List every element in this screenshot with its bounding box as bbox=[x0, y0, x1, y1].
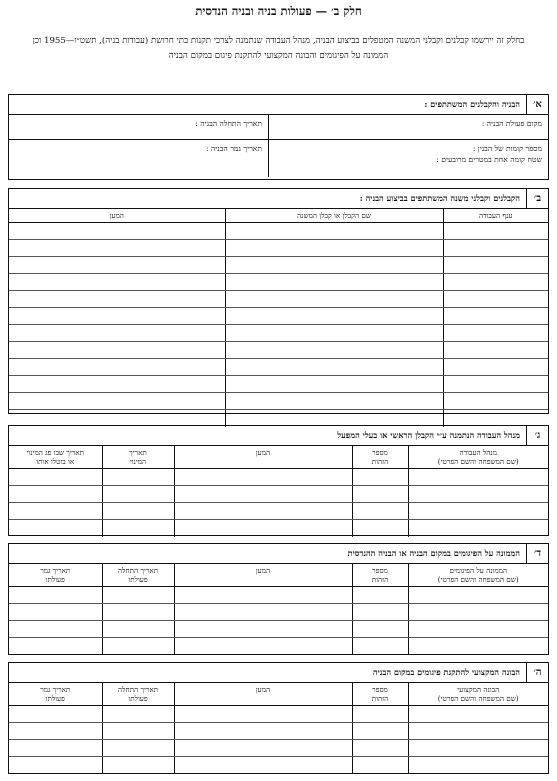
table-cell[interactable] bbox=[408, 520, 548, 537]
work-manager-table bbox=[9, 446, 548, 537]
table-row bbox=[9, 274, 548, 291]
table-cell[interactable] bbox=[102, 638, 174, 655]
page-title: חלק ב׳ — פעולות בניה ובניה הנדסית bbox=[195, 4, 362, 18]
table-cell[interactable] bbox=[9, 604, 102, 621]
table-cell[interactable] bbox=[174, 604, 352, 621]
table-cell[interactable] bbox=[174, 486, 352, 503]
table-cell[interactable] bbox=[102, 723, 174, 740]
table-cell[interactable] bbox=[9, 308, 225, 325]
table-cell[interactable] bbox=[9, 587, 102, 604]
table-cell[interactable] bbox=[225, 291, 443, 308]
table-cell[interactable] bbox=[9, 469, 102, 486]
section-a bbox=[8, 94, 549, 180]
section-d-header bbox=[9, 544, 548, 564]
table-row bbox=[9, 257, 548, 274]
table-cell[interactable] bbox=[225, 223, 443, 240]
table-cell[interactable] bbox=[225, 308, 443, 325]
table-cell[interactable] bbox=[174, 740, 352, 757]
column-header: הממונה על הפיגומים (שם המשפחה והשם הפרטי) bbox=[408, 564, 548, 587]
table-cell[interactable] bbox=[9, 342, 225, 359]
column-header: תאריך התחלה פעולתו bbox=[102, 564, 174, 587]
column-header: תאריך המינוי bbox=[102, 446, 174, 469]
table-row bbox=[9, 621, 548, 638]
section-d-title: הממונה על הפיגומים במקום הבניה או הבניה ההנדסית bbox=[347, 548, 520, 558]
table-cell[interactable] bbox=[225, 325, 443, 342]
intro-paragraph: בחלק זה יירשמו קבלנים וקבלני המשנה המטפלים בביצוע הבניה, מנהל העבודה שנתמנה לצרכי תקנות בתי חרושת (עבודות בניה), תשט״ו—1955 וכן הממונה על הפיגומים והבונה המקצועי להתקנת פיגום במקום הבניה bbox=[32, 36, 525, 61]
table-cell[interactable] bbox=[9, 257, 225, 274]
table-cell[interactable] bbox=[225, 410, 443, 427]
table-cell[interactable] bbox=[9, 291, 225, 308]
section-e bbox=[8, 662, 549, 774]
column-header: המען bbox=[174, 564, 352, 587]
table-row bbox=[9, 469, 548, 486]
section-c bbox=[8, 425, 549, 536]
table-row bbox=[9, 503, 548, 520]
table-cell[interactable] bbox=[408, 486, 548, 503]
table-cell[interactable] bbox=[408, 757, 548, 774]
column-header: מספר הזהות bbox=[352, 564, 408, 587]
section-a-letter: א׳ bbox=[526, 95, 548, 114]
section-b bbox=[8, 188, 549, 414]
table-cell[interactable] bbox=[352, 638, 408, 655]
table-cell[interactable] bbox=[352, 723, 408, 740]
table-cell[interactable] bbox=[102, 587, 174, 604]
table-cell[interactable] bbox=[9, 376, 225, 393]
table-cell[interactable] bbox=[102, 503, 174, 520]
column-header: הבונה המקצועי (שם המשפחה והשם הפרטי) bbox=[408, 683, 548, 706]
section-d-letter: ד׳ bbox=[526, 544, 548, 563]
table-row bbox=[9, 706, 548, 723]
table-cell[interactable] bbox=[443, 376, 548, 393]
table-cell[interactable] bbox=[9, 393, 225, 410]
table-cell[interactable] bbox=[174, 469, 352, 486]
scaffolding-supervisor-table bbox=[9, 564, 548, 655]
column-header: המען bbox=[174, 446, 352, 469]
table-row bbox=[9, 240, 548, 257]
table-cell[interactable] bbox=[174, 723, 352, 740]
table-row bbox=[9, 359, 548, 376]
table-cell[interactable] bbox=[352, 706, 408, 723]
table-row bbox=[9, 740, 548, 757]
table-row bbox=[9, 723, 548, 740]
column-header: תאריך גמר פעולתו bbox=[9, 683, 102, 706]
table-cell[interactable] bbox=[102, 740, 174, 757]
table-cell[interactable] bbox=[225, 257, 443, 274]
table-cell[interactable] bbox=[9, 503, 102, 520]
column-header: תאריך גמר פעולתו bbox=[9, 564, 102, 587]
table-cell[interactable] bbox=[102, 604, 174, 621]
column-header: מספר הזהות bbox=[352, 683, 408, 706]
column-header: ענף העבודה bbox=[443, 209, 548, 223]
table-cell[interactable] bbox=[9, 520, 102, 537]
table-cell[interactable] bbox=[352, 604, 408, 621]
section-e-letter: ה׳ bbox=[526, 663, 548, 682]
table-row bbox=[9, 410, 548, 427]
table-row bbox=[9, 638, 548, 655]
table-cell[interactable] bbox=[352, 757, 408, 774]
table-cell[interactable] bbox=[9, 740, 102, 757]
table-cell[interactable] bbox=[102, 621, 174, 638]
section-d bbox=[8, 543, 549, 655]
section-a-row bbox=[9, 115, 548, 140]
table-cell[interactable] bbox=[9, 638, 102, 655]
table-cell[interactable] bbox=[174, 638, 352, 655]
column-header: המען bbox=[9, 209, 225, 223]
table-cell[interactable] bbox=[225, 342, 443, 359]
section-b-letter: ב׳ bbox=[526, 189, 548, 208]
table-cell[interactable] bbox=[174, 757, 352, 774]
table-cell[interactable] bbox=[443, 240, 548, 257]
column-header: תאריך התחלה פעולתו bbox=[102, 683, 174, 706]
table-cell[interactable] bbox=[352, 587, 408, 604]
column-header: שם הקבלן או קבלן המשנה bbox=[225, 209, 443, 223]
table-row bbox=[9, 757, 548, 774]
table-cell[interactable] bbox=[352, 486, 408, 503]
table-cell[interactable] bbox=[9, 706, 102, 723]
table-cell[interactable] bbox=[443, 274, 548, 291]
table-row bbox=[9, 520, 548, 537]
table-cell[interactable] bbox=[408, 723, 548, 740]
table-cell[interactable] bbox=[443, 257, 548, 274]
table-cell[interactable] bbox=[443, 342, 548, 359]
table-cell[interactable] bbox=[408, 503, 548, 520]
construction-location-field[interactable]: מקום פעולת הבניה : bbox=[268, 115, 548, 139]
table-cell[interactable] bbox=[352, 740, 408, 757]
table-cell[interactable] bbox=[443, 393, 548, 410]
column-header: המען bbox=[174, 683, 352, 706]
table-cell[interactable] bbox=[174, 706, 352, 723]
table-cell[interactable] bbox=[174, 520, 352, 537]
table-cell[interactable] bbox=[102, 486, 174, 503]
table-row bbox=[9, 587, 548, 604]
table-cell[interactable] bbox=[443, 359, 548, 376]
table-cell[interactable] bbox=[9, 621, 102, 638]
table-cell[interactable] bbox=[352, 503, 408, 520]
table-cell[interactable] bbox=[225, 393, 443, 410]
table-cell[interactable] bbox=[443, 410, 548, 427]
table-cell[interactable] bbox=[408, 740, 548, 757]
table-cell[interactable] bbox=[9, 410, 225, 427]
table-cell[interactable] bbox=[9, 486, 102, 503]
table-cell[interactable] bbox=[9, 723, 102, 740]
table-cell[interactable] bbox=[443, 308, 548, 325]
table-cell[interactable] bbox=[102, 757, 174, 774]
section-c-title: מנהל העבודה הנתמנה ע״י הקבלן הראשי או בעלי המפעל bbox=[337, 430, 520, 440]
table-cell[interactable] bbox=[408, 638, 548, 655]
table-cell[interactable] bbox=[9, 274, 225, 291]
section-e-title: הבונה המקצועי להתקנת פיגומים במקום הבניה bbox=[372, 667, 520, 677]
section-a-row bbox=[9, 140, 548, 177]
table-cell[interactable] bbox=[408, 469, 548, 486]
table-cell[interactable] bbox=[9, 240, 225, 257]
section-a-title: הבניה והקבלנים המשתתפים : bbox=[424, 99, 520, 109]
table-cell[interactable] bbox=[352, 469, 408, 486]
table-row bbox=[9, 325, 548, 342]
table-cell[interactable] bbox=[352, 520, 408, 537]
table-row bbox=[9, 291, 548, 308]
table-cell[interactable] bbox=[225, 240, 443, 257]
section-c-header bbox=[9, 426, 548, 446]
table-cell[interactable] bbox=[225, 274, 443, 291]
table-cell[interactable] bbox=[174, 503, 352, 520]
table-cell[interactable] bbox=[9, 325, 225, 342]
table-cell[interactable] bbox=[408, 706, 548, 723]
table-cell[interactable] bbox=[102, 520, 174, 537]
table-cell[interactable] bbox=[408, 587, 548, 604]
section-e-header bbox=[9, 663, 548, 683]
table-cell[interactable] bbox=[9, 223, 225, 240]
table-cell[interactable] bbox=[102, 706, 174, 723]
table-cell[interactable] bbox=[102, 469, 174, 486]
table-row bbox=[9, 604, 548, 621]
table-cell[interactable] bbox=[225, 376, 443, 393]
table-cell[interactable] bbox=[408, 621, 548, 638]
table-row bbox=[9, 342, 548, 359]
table-row bbox=[9, 308, 548, 325]
table-cell[interactable] bbox=[174, 587, 352, 604]
table-cell[interactable] bbox=[352, 621, 408, 638]
table-cell[interactable] bbox=[443, 325, 548, 342]
table-row bbox=[9, 223, 548, 240]
column-header: מספר הזהות bbox=[352, 446, 408, 469]
section-c-letter: ג׳ bbox=[526, 426, 548, 445]
table-cell[interactable] bbox=[443, 223, 548, 240]
construction-end-date-field[interactable]: תאריך גמר הבניה : bbox=[205, 144, 262, 153]
section-b-header bbox=[9, 189, 548, 209]
section-b-title: הקבלנים וקבלני משנה המשתתפים בביצוע הבניה : bbox=[359, 193, 520, 203]
scaffold-builder-table bbox=[9, 683, 548, 774]
table-row bbox=[9, 393, 548, 410]
table-cell[interactable] bbox=[443, 291, 548, 308]
column-header: מנהל העבודה (שם המשפחה והשם הפרטי) bbox=[408, 446, 548, 469]
section-a-header bbox=[9, 95, 548, 115]
column-header: תאריך שבו פג המינוי או בוטלו אותו bbox=[9, 446, 102, 469]
contractors-table bbox=[9, 209, 548, 427]
table-row bbox=[9, 376, 548, 393]
table-cell[interactable] bbox=[174, 621, 352, 638]
table-row bbox=[9, 486, 548, 503]
table-cell[interactable] bbox=[9, 757, 102, 774]
floors-and-area-field[interactable]: מספר קומות של הבנין : שטח קומה אחת במטרים מרובעים : bbox=[268, 140, 548, 177]
table-cell[interactable] bbox=[408, 604, 548, 621]
table-cell[interactable] bbox=[9, 359, 225, 376]
construction-start-date-field[interactable]: תאריך התחלה הבניה : bbox=[195, 119, 262, 128]
table-cell[interactable] bbox=[225, 359, 443, 376]
